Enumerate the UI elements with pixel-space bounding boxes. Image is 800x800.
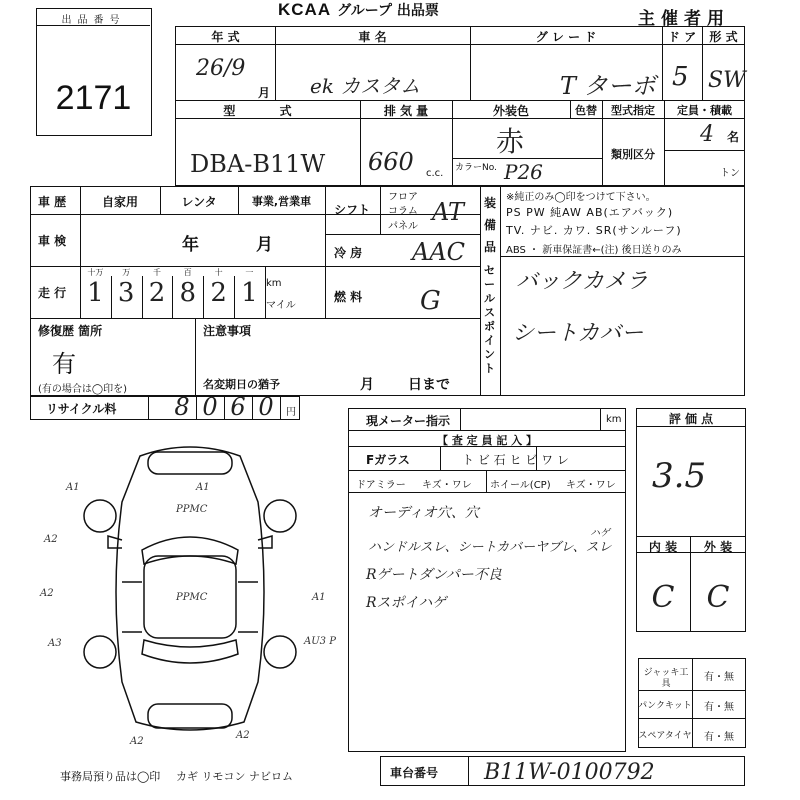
recycle-unit: 円: [286, 407, 296, 418]
sales-point-2: シートカバー: [512, 321, 644, 346]
equipment-line-1[interactable]: PS PW 純AW AB(エアバック): [506, 206, 674, 219]
car-windshield: [142, 537, 238, 564]
exterior-color-value: 赤: [496, 125, 525, 158]
recycle-label: リサイクル料: [46, 402, 117, 416]
rear-bumper: [148, 704, 232, 728]
puncture-label: パンクキット: [638, 701, 692, 711]
wheel-rear-right: [264, 636, 296, 668]
door-label: ド ア: [667, 30, 697, 44]
notes-label: 注意事項: [203, 324, 252, 338]
interior-value: C: [651, 580, 675, 615]
title-text: グループ 出品票: [337, 3, 439, 19]
displacement-unit: c.c.: [426, 168, 444, 179]
ac-label: 冷 房: [334, 246, 363, 260]
car-name-value: ek カスタム: [310, 74, 421, 98]
history-label: 車 歴: [38, 195, 67, 209]
mileage-digit-5: 1: [241, 278, 258, 308]
grade-label: グ レ ー ド: [535, 30, 597, 44]
recycle-digit-2: 6: [230, 393, 246, 421]
score-label: 評 価 点: [668, 412, 714, 426]
mark-2: A1: [196, 482, 210, 493]
mileage-unit-1: 万: [122, 268, 131, 277]
exterior-color-label: 外装色: [492, 104, 529, 118]
name-change-day: 日まで: [408, 377, 450, 393]
capacity-label: 定員・積載: [677, 104, 732, 117]
color-number-label: カラーNo.: [455, 163, 497, 173]
model-label: 型 式: [223, 104, 312, 118]
mileage-unit-4: 十: [214, 268, 223, 277]
car-body-outline: [116, 447, 264, 730]
mirror-label: ドアミラー: [356, 480, 406, 491]
shift-value: AT: [432, 198, 465, 226]
shift-panel[interactable]: パネル: [388, 221, 418, 232]
shaken-month: 月: [256, 235, 273, 255]
mileage-digit-2: 2: [148, 278, 166, 308]
repair-value: 有: [52, 350, 76, 378]
equipment-label: 装 備 品: [484, 196, 497, 254]
mileage-digit-0: 1: [87, 278, 104, 308]
fuel-label: 燃 料: [334, 290, 363, 304]
mark-11: A2: [236, 730, 250, 741]
month-suffix: 月: [258, 86, 271, 100]
mileage-unit-3: 百: [183, 268, 192, 277]
wheel-front-right: [264, 500, 296, 532]
history-commercial[interactable]: 事業,営業車: [251, 195, 312, 208]
name-change-month: 月: [360, 377, 374, 393]
mark-1: A1: [66, 482, 80, 493]
car-diagram: [30, 432, 350, 762]
brand-logo: KCAA: [278, 0, 332, 19]
name-change-label: 名変期日の猶予: [203, 378, 280, 391]
car-rear-window: [142, 640, 238, 663]
mark-4: A2: [40, 588, 54, 599]
equipment-line-3[interactable]: ABS ・ 新車保証書←(注) 後日送りのみ: [506, 245, 682, 256]
mark-8: A3: [48, 638, 62, 649]
fuel-value: G: [420, 286, 441, 316]
door-value: 5: [672, 62, 689, 92]
puncture-value[interactable]: 有・無: [704, 702, 734, 713]
shift-label: シフト: [334, 203, 371, 217]
lot-number-value: 2171: [55, 79, 132, 117]
category-label: 類別区分: [611, 148, 655, 161]
comment-2: ハンドルスレ、シートカバーヤブレ、スレ: [368, 540, 612, 555]
glass-label: Fガラス: [366, 453, 410, 467]
equipment-note: ※純正のみ◯印をつけて下さい。: [506, 192, 656, 203]
repair-note: (有の場合は◯印を): [38, 384, 127, 395]
front-bumper: [148, 452, 232, 474]
mileage-digit-1: 3: [117, 278, 135, 308]
exterior-value: C: [706, 580, 730, 615]
glass-options[interactable]: ト ビ 石 ヒ ビ ワ レ: [462, 453, 569, 467]
type-cert-label: 型式指定: [611, 104, 655, 117]
left-mirror: [108, 536, 122, 548]
equipment-line-2[interactable]: TV. ナビ. カワ. SR(サンルーフ): [506, 224, 682, 237]
car-name-label: 車 名: [358, 30, 387, 44]
comment-4: Rスポイハゲ: [366, 595, 447, 611]
meter-label: 現メーター指示: [366, 414, 451, 428]
shaken-label: 車 検: [38, 234, 67, 248]
sales-point-label: セ ー ル ス ポ イ ン ト: [484, 264, 495, 375]
jack-value[interactable]: 有・無: [704, 672, 734, 683]
mileage-unit-km: km: [266, 278, 282, 289]
exterior-label: 外 装: [703, 540, 733, 554]
wheel-front-left: [84, 500, 116, 532]
meter-unit: km: [606, 414, 622, 425]
recycle-digit-3: 0: [258, 393, 274, 421]
mileage-label: 走 行: [38, 286, 67, 300]
mark-5: PPMC: [176, 504, 208, 515]
mileage-digit-4: 2: [210, 278, 227, 308]
displacement-label: 排 気 量: [383, 104, 429, 118]
chassis-label: 車台番号: [390, 766, 439, 780]
spare-label: スペアタイヤ: [638, 731, 692, 741]
repair-label: 修復歴 箇所: [38, 324, 103, 338]
capacity-unit: 名: [727, 130, 740, 144]
year-label: 年 式: [211, 30, 240, 44]
inspector-label: 【 査 定 員 記 入 】: [437, 434, 537, 447]
displacement-value: 660: [368, 148, 414, 176]
shift-floor[interactable]: フロア: [388, 192, 418, 203]
mark-10: A2: [130, 736, 144, 747]
recycle-digit-0: 8: [174, 393, 190, 421]
mileage-digit-3: 8: [179, 278, 197, 308]
interior-label: 内 装: [648, 540, 678, 554]
form-title: [278, 0, 439, 20]
comment-2-extra: ハゲ: [590, 528, 610, 539]
wheel-options[interactable]: キズ・ワレ: [566, 480, 616, 491]
grade-value: T ターボ: [560, 72, 656, 100]
spare-value[interactable]: 有・無: [704, 732, 734, 743]
history-private[interactable]: 自家用: [101, 195, 138, 209]
comment-1: オーディオ穴、穴: [368, 505, 479, 521]
jack-label: ジャッキ工具: [643, 668, 689, 689]
right-mirror: [258, 536, 272, 548]
office-items-label: 事務局預り品は◯印: [60, 770, 161, 783]
lot-number-label: 出品番号: [61, 15, 126, 26]
wheel-label: ホイール(CP): [490, 480, 551, 491]
score-value: 3.5: [652, 456, 707, 496]
mark-6: PPMC: [176, 592, 208, 603]
year-value: 26/9: [196, 56, 246, 81]
mirror-options[interactable]: キズ・ワレ: [422, 480, 472, 491]
comment-3: Rゲートダンパー不良: [366, 567, 502, 583]
lot-number-box: [36, 8, 152, 136]
mileage-unit-0: 十万: [87, 268, 104, 277]
mark-3: A2: [44, 534, 58, 545]
body-type-value: SW: [708, 68, 746, 93]
body-type-label: 形 式: [709, 30, 738, 44]
mileage-unit-5: 一: [245, 268, 254, 277]
office-items: カギ リモコン ナビロム: [176, 770, 293, 783]
wheel-rear-left: [84, 636, 116, 668]
model-value: DBA-B11W: [190, 150, 326, 178]
sales-point-1: バックカメラ: [516, 269, 649, 294]
color-number-value: P26: [504, 160, 543, 184]
mileage-unit-mile: マイル: [266, 300, 296, 311]
mileage-unit-2: 千: [152, 268, 161, 277]
color-change-label: 色替: [575, 104, 597, 117]
ac-value: AAC: [412, 238, 466, 266]
shaken-year: 年: [182, 235, 199, 255]
ton-unit: トン: [720, 168, 740, 179]
history-rental[interactable]: レンタ: [181, 195, 217, 209]
recycle-digit-1: 0: [202, 393, 218, 421]
mark-7: A1: [312, 592, 326, 603]
mark-9: AU3 P: [304, 636, 336, 647]
shift-column[interactable]: コラム: [388, 206, 418, 217]
organizer-label: 主催者用: [638, 9, 730, 29]
chassis-value: B11W-0100792: [484, 760, 655, 785]
capacity-value: 4: [700, 122, 714, 147]
